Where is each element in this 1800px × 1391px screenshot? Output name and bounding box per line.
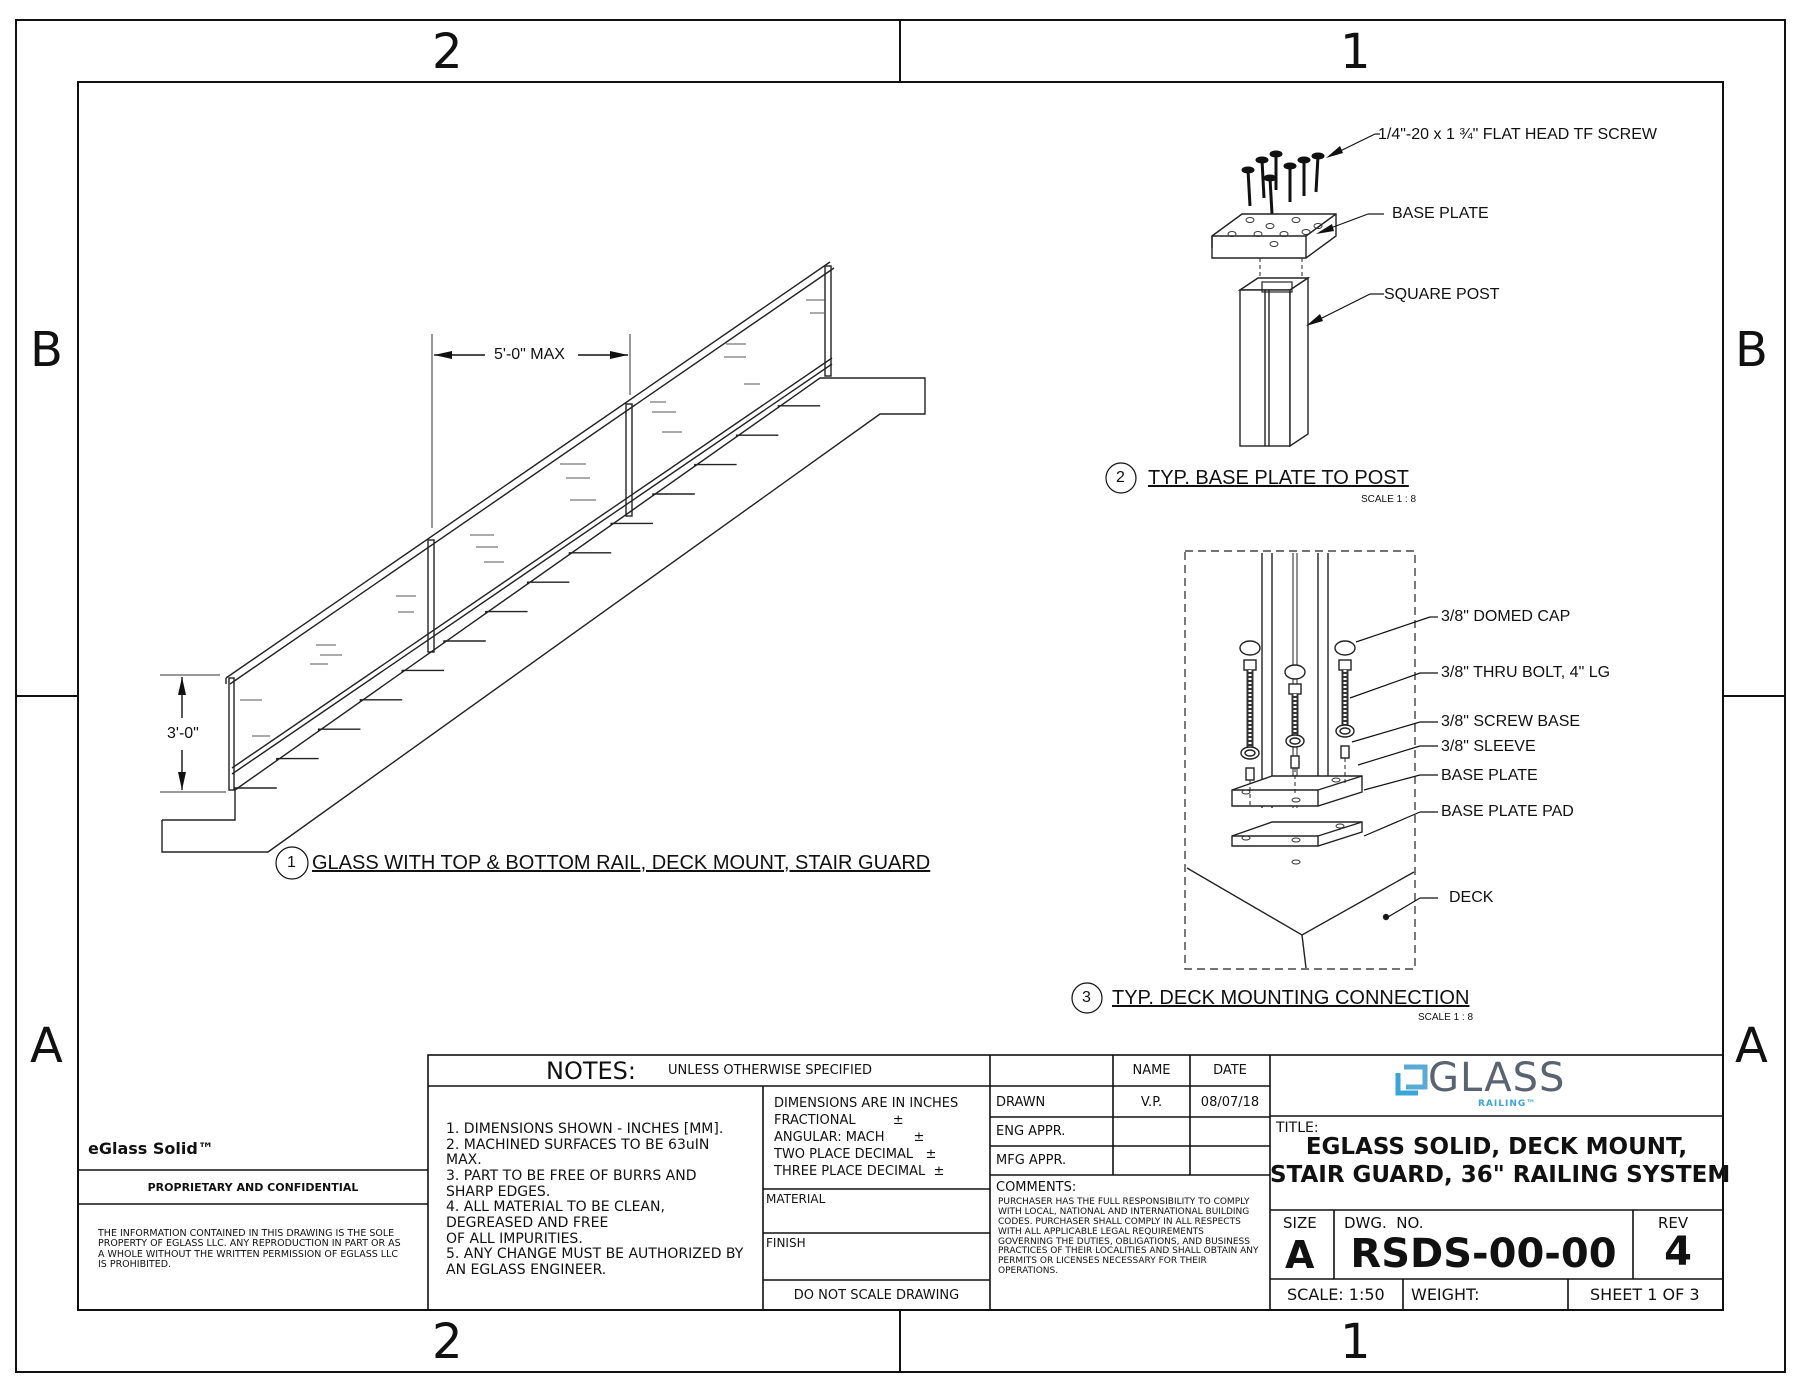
stair-step	[611, 523, 653, 525]
view1-number: 1	[287, 854, 296, 871]
callout-base-plate-3: BASE PLATE	[1441, 767, 1538, 784]
size-label: SIZE	[1283, 1214, 1317, 1232]
comments-label: COMMENTS:	[996, 1180, 1077, 1195]
callout-deck: DECK	[1449, 889, 1494, 906]
screw-head	[1257, 158, 1267, 162]
dimension-post-spacing: 5'-0" MAX	[494, 346, 565, 363]
drawing-title-line-1: EGLASS SOLID, DECK MOUNT,	[1305, 1134, 1688, 1160]
drawn-label: DRAWN	[996, 1095, 1046, 1110]
callout-square-post: SQUARE POST	[1384, 286, 1500, 303]
screw-head	[1313, 154, 1323, 158]
screw-head	[1243, 168, 1253, 172]
zone-label-row-b-left: B	[30, 322, 63, 378]
callout-base-plate-pad: BASE PLATE PAD	[1441, 803, 1574, 820]
weight-text: WEIGHT:	[1411, 1285, 1480, 1304]
stair-step	[319, 729, 361, 731]
stair-step	[528, 582, 570, 584]
view1-title: GLASS WITH TOP & BOTTOM RAIL, DECK MOUNT, STAIR GUARD	[312, 852, 931, 874]
dwg-no-label: DWG. NO.	[1344, 1214, 1424, 1232]
drawing-title-line-2: STAIR GUARD, 36" RAILING SYSTEM	[1270, 1162, 1731, 1188]
zone-label-col-1-top: 1	[1340, 24, 1371, 80]
proprietary-text: THE INFORMATION CONTAINED IN THIS DRAWING IS THE SOLE PROPERTY OF EGLASS LLC. ANY REPRODUCTION IN PART OR AS A WHOLE WITHOUT THE WRITTEN PERMISSION OF EGLASS LLC IS PROHIBITED.	[98, 1228, 401, 1271]
deck-mounting-view	[1072, 551, 1438, 1013]
zone-label-col-2-top: 2	[432, 24, 463, 80]
zone-label-row-b-right: B	[1735, 322, 1768, 378]
tolerance-line-4: TWO PLACE DECIMAL ±	[774, 1147, 937, 1162]
view2-scale: SCALE 1 : 8	[1361, 494, 1417, 505]
notes-subheading: UNLESS OTHERWISE SPECIFIED	[668, 1063, 873, 1078]
rev-label: REV	[1658, 1214, 1689, 1232]
tolerance-line-5: THREE PLACE DECIMAL ±	[774, 1164, 945, 1179]
product-name: eGlass Solid™	[88, 1139, 214, 1158]
screw-head	[1299, 158, 1309, 162]
dimension-rail-height: 3'-0"	[167, 725, 199, 742]
stair-step	[737, 435, 779, 437]
stair-step	[444, 641, 486, 643]
base-plate-to-post-view	[1106, 134, 1384, 493]
zone-label-col-1-bottom: 1	[1340, 1314, 1371, 1370]
zone-label-row-a-right: A	[1735, 1018, 1768, 1074]
stair-step	[402, 670, 444, 672]
finish-label: FINISH	[766, 1236, 806, 1250]
callout-screw-base: 3/8" SCREW BASE	[1441, 713, 1581, 730]
stair-step	[486, 612, 528, 614]
screw	[1248, 170, 1250, 206]
material-label: MATERIAL	[766, 1192, 826, 1206]
callout-base-plate: BASE PLATE	[1392, 205, 1489, 222]
screw-head	[1285, 164, 1295, 168]
eglass-logo-mark	[1398, 1067, 1425, 1093]
view3-title: TYP. DECK MOUNTING CONNECTION	[1112, 987, 1470, 1009]
dwg-no-value: RSDS-00-00	[1350, 1231, 1617, 1277]
callout-sleeve: 3/8" SLEEVE	[1441, 738, 1536, 755]
title-label: TITLE:	[1276, 1120, 1319, 1136]
drawn-date: 08/07/18	[1200, 1095, 1260, 1110]
view3-number: 3	[1082, 989, 1091, 1006]
tolerance-line-2: FRACTIONAL ±	[774, 1113, 904, 1128]
tolerance-line-3: ANGULAR: MACH ±	[774, 1130, 925, 1145]
view2-number: 2	[1116, 469, 1125, 486]
view2-title: TYP. BASE PLATE TO POST	[1148, 467, 1409, 489]
stair-step	[653, 494, 695, 496]
screw-head	[1271, 152, 1281, 156]
callout-domed-cap: 3/8" DOMED CAP	[1441, 608, 1571, 625]
view3-scale: SCALE 1 : 8	[1418, 1012, 1474, 1023]
eng-appr-label: ENG APPR.	[996, 1124, 1066, 1139]
zone-label-row-a-left: A	[30, 1018, 63, 1074]
screw	[1270, 178, 1272, 214]
tolerance-line-1: DIMENSIONS ARE IN INCHES	[774, 1096, 959, 1111]
screw	[1316, 156, 1318, 192]
stair-step	[569, 553, 611, 555]
comments-text: PURCHASER HAS THE FULL RESPONSIBILITY TO COMPLY WITH LOCAL, NATIONAL AND INTERNATIONAL BUILDING CODES. PURCHASER SHALL COMPLY IN ALL RESPECTS WITH ALL APPLICABLE LEGAL REQUIREMENTS GOVERNING THE DUTIES, OBLIGATIONS, AND BUSINESS PRACTICES OF THEIR LOCALITIES AND SHALL OBTAIN ANY PERMITS OR LICENSES NECESSARY FOR THEIR OPERATIONS.	[998, 1197, 1259, 1277]
name-header: NAME	[1132, 1063, 1171, 1078]
screw-head	[1265, 176, 1275, 180]
size-value: A	[1285, 1233, 1315, 1277]
drawn-name: V.P.	[1140, 1095, 1163, 1110]
notes-list: 1. DIMENSIONS SHOWN - INCHES [MM]. 2. MACHINED SURFACES TO BE 63uIN MAX. 3. PART TO BE FREE OF BURRS AND SHARP EDGES. 4. ALL MATERIAL TO BE CLEAN, DEGREASED AND FREE OF ALL IMPURITIES. 5. ANY CHANGE MUST BE AUTHORIZED BY AN EGLASS ENGINEER.	[446, 1121, 744, 1279]
stair-step	[360, 700, 402, 702]
eglass-logo-subtext: RAILING™	[1478, 1099, 1537, 1109]
callout-thru-bolt: 3/8" THRU BOLT, 4" LG	[1441, 664, 1611, 681]
do-not-scale-note: DO NOT SCALE DRAWING	[793, 1288, 960, 1303]
mfg-appr-label: MFG APPR.	[996, 1153, 1067, 1168]
notes-heading: NOTES:	[546, 1057, 636, 1085]
date-header: DATE	[1213, 1063, 1247, 1078]
stair-step	[778, 406, 820, 408]
thru-bolt-assembly	[1335, 641, 1355, 786]
scale-text: SCALE: 1:50	[1287, 1285, 1385, 1304]
stair-step	[277, 759, 319, 761]
stair-step	[695, 465, 737, 467]
zone-label-col-2-bottom: 2	[432, 1314, 463, 1370]
stair-step	[235, 788, 277, 790]
eglass-logo-text: GLASS	[1428, 1055, 1566, 1101]
sheet-text: SHEET 1 OF 3	[1590, 1285, 1700, 1304]
rev-value: 4	[1664, 1229, 1692, 1275]
callout-flat-head-screw: 1/4"-20 x 1 ¾" FLAT HEAD TF SCREW	[1378, 126, 1657, 143]
proprietary-heading: PROPRIETARY AND CONFIDENTIAL	[147, 1181, 359, 1194]
